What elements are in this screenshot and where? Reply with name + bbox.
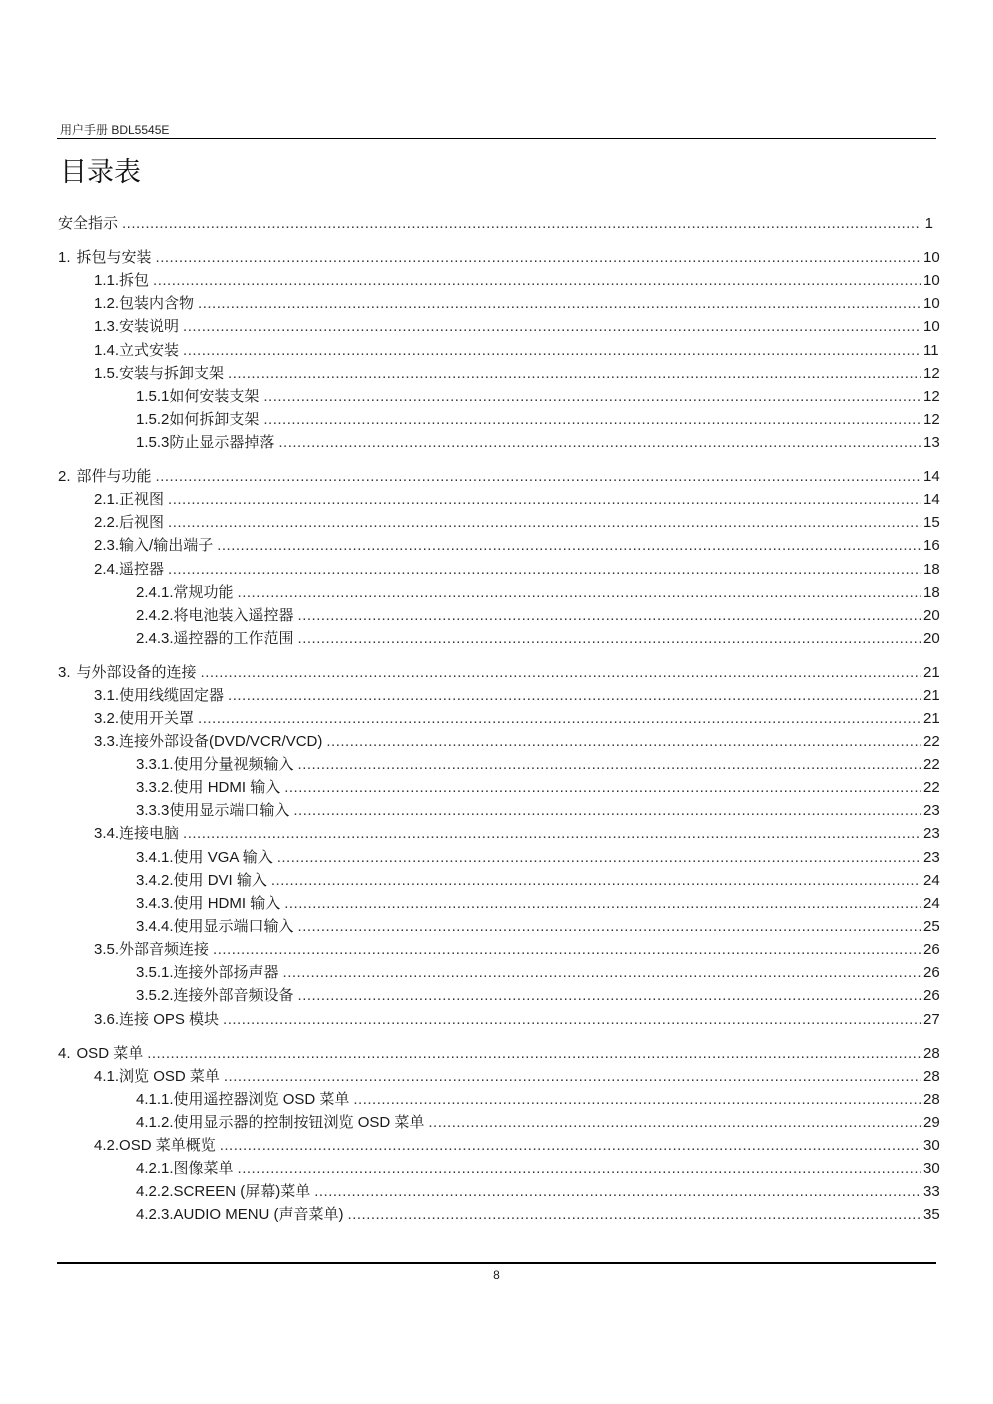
toc-entry-page: 1 — [924, 215, 933, 232]
toc-entry-number: 3.5.1. — [136, 964, 174, 981]
toc-entry[interactable] — [58, 663, 940, 683]
toc-entry-page: 24 — [923, 895, 940, 912]
toc-entry-number: 1.5.2 — [136, 411, 170, 428]
toc-dot-leader — [263, 410, 921, 430]
toc-entry-page: 23 — [923, 825, 940, 842]
toc-dot-leader — [224, 1067, 921, 1087]
toc-dot-leader — [156, 467, 921, 487]
toc-entry-number: 4.1. — [94, 1068, 120, 1085]
toc-entry[interactable] — [136, 433, 940, 453]
toc-entry-page: 26 — [923, 987, 940, 1004]
toc-entry-page: 20 — [923, 630, 940, 647]
toc-dot-leader — [217, 536, 921, 556]
toc-entry-page: 22 — [923, 779, 940, 796]
toc-entry[interactable] — [136, 1090, 940, 1110]
toc-dot-leader — [228, 364, 921, 384]
toc-entry-label: 立式安装 — [119, 342, 180, 359]
toc-entry[interactable] — [58, 214, 933, 234]
toc-entry[interactable] — [94, 1067, 940, 1087]
toc-entry-label: OSD 菜单概览 — [119, 1137, 216, 1154]
toc-entry-page: 26 — [923, 941, 940, 958]
toc-entry-label: 浏览 OSD 菜单 — [119, 1068, 220, 1085]
toc-entry[interactable] — [136, 1205, 940, 1225]
toc-entry-label: 如何拆卸支架 — [169, 411, 260, 428]
toc-entry-number: 1.2. — [94, 295, 120, 312]
toc-entry[interactable] — [136, 917, 940, 937]
toc-entry-label: 使用分量视频输入 — [173, 756, 294, 773]
toc-entry-page: 28 — [923, 1045, 940, 1062]
toc-entry-number: 2.1. — [94, 491, 120, 508]
toc-entry-label: 连接外部音频设备 — [173, 987, 294, 1004]
toc-entry-label: 图像菜单 — [173, 1160, 234, 1177]
toc-entry-label: 与外部设备的连接 — [76, 664, 197, 681]
toc-entry[interactable] — [94, 732, 940, 752]
toc-entry[interactable] — [94, 294, 940, 314]
toc-entry-page: 10 — [923, 295, 940, 312]
toc-entry-number: 3.4.4. — [136, 918, 174, 935]
running-header: 用户手册 BDL5545E — [60, 123, 170, 137]
toc-entry-page: 21 — [923, 664, 940, 681]
toc-entry-label: 使用显示端口输入 — [169, 802, 290, 819]
toc-entry[interactable] — [136, 387, 940, 407]
toc-entry-label: 防止显示器掉落 — [169, 434, 275, 451]
toc-entry-label: 部件与功能 — [76, 468, 152, 485]
toc-entry-page: 12 — [923, 411, 940, 428]
toc-entry-label: 拆包 — [119, 272, 150, 289]
toc-entry[interactable] — [94, 824, 940, 844]
header-divider — [57, 138, 936, 139]
toc-entry-page: 10 — [923, 272, 940, 289]
toc-entry-page: 30 — [923, 1137, 940, 1154]
toc-entry-page: 12 — [923, 388, 940, 405]
toc-entry-number: 3. — [58, 664, 71, 681]
toc-entry-label: 安装说明 — [119, 318, 180, 335]
toc-entry[interactable] — [94, 536, 940, 556]
toc-entry-label: SCREEN (屏幕)菜单 — [173, 1183, 311, 1200]
toc-entry-page: 28 — [923, 1068, 940, 1085]
toc-entry-label: 连接外部设备(DVD/VCR/VCD) — [119, 733, 323, 750]
toc-entry-label: 输入/输出端子 — [119, 537, 214, 554]
toc-dot-leader — [298, 629, 921, 649]
toc-entry[interactable] — [94, 513, 940, 533]
toc-dot-leader — [147, 1044, 921, 1064]
toc-dot-leader — [238, 1159, 921, 1179]
toc-entry-number: 4. — [58, 1045, 71, 1062]
toc-entry[interactable] — [136, 1182, 940, 1202]
toc-entry[interactable] — [136, 1113, 940, 1133]
toc-entry-number: 3.3.1. — [136, 756, 174, 773]
toc-entry-label: 正视图 — [119, 491, 165, 508]
toc-entry-page: 22 — [923, 756, 940, 773]
toc-dot-leader — [183, 824, 921, 844]
toc-entry-label: 如何安装支架 — [169, 388, 260, 405]
toc-dot-leader — [156, 248, 921, 268]
toc-entry-label: 遥控器 — [119, 561, 165, 578]
toc-entry-label: 后视图 — [119, 514, 165, 531]
toc-entry-label: 连接外部扬声器 — [173, 964, 279, 981]
toc-dot-leader — [228, 686, 921, 706]
toc-entry-number: 2.4.2. — [136, 607, 174, 624]
toc-dot-leader — [353, 1090, 921, 1110]
toc-dot-leader — [428, 1113, 921, 1133]
toc-entry-label: 安装与拆卸支架 — [119, 365, 225, 382]
toc-entry-page: 13 — [923, 434, 940, 451]
toc-dot-leader — [201, 663, 921, 683]
toc-entry-page: 21 — [923, 687, 940, 704]
toc-entry-number: 2. — [58, 468, 71, 485]
toc-entry[interactable] — [136, 1159, 940, 1179]
toc-entry-label: 使用遥控器浏览 OSD 菜单 — [173, 1091, 350, 1108]
toc-entry-page: 33 — [923, 1183, 940, 1200]
toc-entry-number: 2.2. — [94, 514, 120, 531]
toc-entry-page: 16 — [923, 537, 940, 554]
toc-entry-number: 3.6. — [94, 1011, 120, 1028]
toc-dot-leader — [198, 709, 921, 729]
toc-entry-label: 使用 VGA 输入 — [173, 849, 273, 866]
toc-entry-number: 1. — [58, 249, 71, 266]
toc-entry[interactable] — [94, 940, 940, 960]
toc-dot-leader — [263, 387, 921, 407]
toc-dot-leader — [284, 778, 921, 798]
toc-entry[interactable] — [136, 894, 940, 914]
toc-entry-page: 25 — [923, 918, 940, 935]
toc-entry-number: 3.4.1. — [136, 849, 174, 866]
toc-entry-label: AUDIO MENU (声音菜单) — [173, 1206, 344, 1223]
toc-entry-label: 使用 HDMI 输入 — [173, 895, 281, 912]
toc-dot-leader — [168, 513, 921, 533]
toc-dot-leader — [168, 560, 921, 580]
toc-dot-leader — [198, 294, 921, 314]
toc-entry-label: 拆包与安装 — [76, 249, 152, 266]
toc-entry-page: 20 — [923, 607, 940, 624]
toc-dot-leader — [122, 214, 921, 234]
toc-entry-number: 4.2.1. — [136, 1160, 174, 1177]
toc-entry-page: 12 — [923, 365, 940, 382]
toc-dot-leader — [168, 490, 921, 510]
toc-entry-number: 3.3.2. — [136, 779, 174, 796]
toc-entry-label: 使用 DVI 输入 — [173, 872, 267, 889]
toc-entry-page: 22 — [923, 733, 940, 750]
toc-entry-label: 包装内含物 — [119, 295, 195, 312]
toc-entry-number: 4.1.2. — [136, 1114, 174, 1131]
toc-entry[interactable] — [94, 317, 940, 337]
toc-entry-page: 15 — [923, 514, 940, 531]
toc-entry-number: 3.5.2. — [136, 987, 174, 1004]
toc-entry-page: 14 — [923, 491, 940, 508]
toc-entry[interactable] — [136, 801, 940, 821]
toc-dot-leader — [298, 755, 921, 775]
toc-entry-number: 4.2.2. — [136, 1183, 174, 1200]
toc-entry[interactable] — [136, 629, 940, 649]
toc-entry[interactable] — [94, 271, 940, 291]
toc-dot-leader — [314, 1182, 921, 1202]
toc-entry[interactable] — [136, 871, 940, 891]
toc-dot-leader — [298, 986, 921, 1006]
toc-entry[interactable] — [136, 963, 940, 983]
toc-entry-label: 遥控器的工作范围 — [173, 630, 294, 647]
toc-entry-number: 1.4. — [94, 342, 120, 359]
toc-dot-leader — [348, 1205, 921, 1225]
toc-entry-page: 30 — [923, 1160, 940, 1177]
toc-entry[interactable] — [94, 341, 939, 361]
toc-entry[interactable] — [94, 490, 940, 510]
toc-entry-number: 4.2.3. — [136, 1206, 174, 1223]
toc-entry[interactable] — [94, 709, 940, 729]
toc-entry-label: 使用 HDMI 输入 — [173, 779, 281, 796]
toc-entry-number: 3.4.3. — [136, 895, 174, 912]
toc-dot-leader — [183, 341, 921, 361]
toc-entry-page: 23 — [923, 849, 940, 866]
toc-entry[interactable] — [94, 1010, 940, 1030]
toc-entry-page: 18 — [923, 584, 940, 601]
toc-entry-number: 3.2. — [94, 710, 120, 727]
toc-entry-number: 2.4. — [94, 561, 120, 578]
toc-entry-number: 3.3. — [94, 733, 120, 750]
toc-dot-leader — [213, 940, 921, 960]
toc-entry-label: 使用显示器的控制按钮浏览 OSD 菜单 — [173, 1114, 425, 1131]
toc-entry-number: 1.5.3 — [136, 434, 170, 451]
toc-dot-leader — [277, 848, 921, 868]
toc-entry-page: 10 — [923, 318, 940, 335]
toc-entry-label: 使用线缆固定器 — [119, 687, 225, 704]
toc-dot-leader — [326, 732, 921, 752]
toc-entry[interactable] — [58, 1044, 940, 1064]
toc-entry-label: 将电池装入遥控器 — [173, 607, 294, 624]
toc-entry-number: 1.5.1 — [136, 388, 170, 405]
toc-entry-number: 2.4.3. — [136, 630, 174, 647]
toc-dot-leader — [278, 433, 921, 453]
footer-divider — [57, 1262, 936, 1264]
toc-entry-number: 4.2. — [94, 1137, 120, 1154]
toc-dot-leader — [153, 271, 921, 291]
toc-dot-leader — [293, 801, 921, 821]
toc-entry-page: 14 — [923, 468, 940, 485]
toc-entry-label: 常规功能 — [173, 584, 234, 601]
toc-dot-leader — [220, 1136, 921, 1156]
toc-entry[interactable] — [136, 848, 940, 868]
toc-entry-page: 21 — [923, 710, 940, 727]
toc-entry-page: 23 — [923, 802, 940, 819]
toc-entry-label: OSD 菜单 — [76, 1045, 144, 1062]
toc-dot-leader — [183, 317, 921, 337]
toc-entry[interactable] — [94, 560, 940, 580]
toc-entry-number: 4.1.1. — [136, 1091, 174, 1108]
page-number: 8 — [493, 1268, 500, 1282]
toc-dot-leader — [238, 583, 921, 603]
toc-entry[interactable] — [136, 778, 940, 798]
toc-entry-number: 3.4. — [94, 825, 120, 842]
toc-dot-leader — [223, 1010, 921, 1030]
toc-entry-label: 外部音频连接 — [119, 941, 210, 958]
toc-dot-leader — [284, 894, 921, 914]
toc-dot-leader — [298, 606, 921, 626]
toc-entry-page: 29 — [923, 1114, 940, 1131]
toc-entry[interactable] — [94, 364, 940, 384]
toc-entry-number: 1.5. — [94, 365, 120, 382]
toc-entry-page: 18 — [923, 561, 940, 578]
toc-entry-page: 11 — [923, 342, 939, 359]
toc-entry[interactable] — [58, 248, 940, 268]
toc-entry-page: 10 — [923, 249, 940, 266]
toc-entry-page: 35 — [923, 1206, 940, 1223]
toc-entry[interactable] — [94, 686, 940, 706]
toc-entry-number: 1.1. — [94, 272, 120, 289]
toc-entry-number: 3.4.2. — [136, 872, 174, 889]
toc-entry-label: 安全指示 — [58, 215, 119, 232]
toc-entry-number: 3.3.3 — [136, 802, 170, 819]
toc-entry-label: 使用开关罩 — [119, 710, 195, 727]
toc-entry-label: 使用显示端口输入 — [173, 918, 294, 935]
toc-entry-number: 3.5. — [94, 941, 120, 958]
toc-entry[interactable] — [136, 583, 940, 603]
toc-entry-page: 24 — [923, 872, 940, 889]
toc-entry[interactable] — [58, 467, 940, 487]
toc-entry-number: 1.3. — [94, 318, 120, 335]
toc-entry-page: 28 — [923, 1091, 940, 1108]
toc-dot-leader — [271, 871, 921, 891]
toc-entry-label: 连接电脑 — [119, 825, 180, 842]
toc-entry-number: 2.3. — [94, 537, 120, 554]
toc-entry-page: 26 — [923, 964, 940, 981]
toc-entry[interactable] — [136, 986, 940, 1006]
toc-entry-number: 2.4.1. — [136, 584, 174, 601]
toc-dot-leader — [298, 917, 921, 937]
toc-entry[interactable] — [94, 1136, 940, 1156]
page-title: 目录表 — [60, 157, 141, 187]
toc-entry-number: 3.1. — [94, 687, 120, 704]
toc-dot-leader — [283, 963, 921, 983]
toc-entry[interactable] — [136, 755, 940, 775]
toc-entry[interactable] — [136, 606, 940, 626]
toc-entry-label: 连接 OPS 模块 — [119, 1011, 220, 1028]
toc-entry-page: 27 — [923, 1011, 940, 1028]
toc-entry[interactable] — [136, 410, 940, 430]
